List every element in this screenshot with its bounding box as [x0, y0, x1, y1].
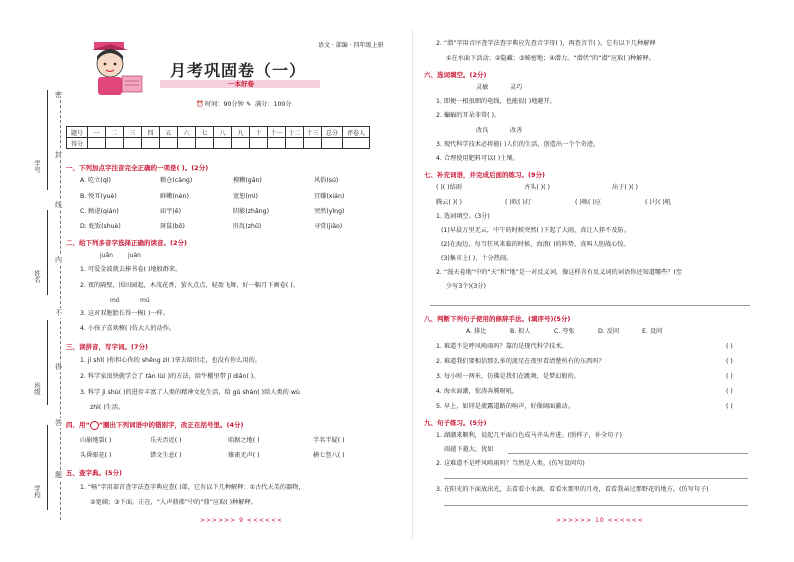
word-choice: 改善	[510, 127, 523, 134]
option-a-2: 粮仓(cāng)	[160, 177, 193, 184]
pinyin-option: mó	[110, 297, 120, 304]
score-cell: 一	[88, 127, 106, 138]
option-b-2: 鲜嫩(nèn)	[160, 193, 189, 200]
s5-line-2: ②宽阔；③下面，正在，“人声鼎沸”中的“鼎”应取( )种解释。	[90, 499, 257, 506]
grade-label: 语文 · 部编 · 四年级上册	[318, 42, 384, 49]
option-a-4: 风俗(sú)	[314, 177, 339, 184]
score-cell: 十一	[268, 127, 286, 138]
score-cell: 得分	[67, 138, 88, 149]
word-choice: 灵敏	[476, 84, 489, 91]
word-choice: 灵巧	[510, 84, 523, 91]
s7-q1: 1. 选词填空。(3分)	[436, 213, 490, 220]
section-9-heading: 九、句子练习。(5分)	[424, 419, 487, 427]
binding-word: 内	[55, 256, 62, 264]
s8-item: 4. 海水面潮，惊涛奔腾呀吼。	[436, 388, 519, 395]
s9-q3: 3. 在阳光的下面放出光，去看看小水滴，看看水那里的月亮，看看我亲过那野花的地方。(仿写句子)	[436, 486, 709, 493]
option-a-1: A. 吃立(qì)	[80, 177, 111, 184]
score-entry[interactable]	[88, 138, 106, 149]
option-c-2: 庙宇(ē)	[160, 208, 182, 215]
section-3-heading: 三、读拼音，写字词。(7分)	[66, 343, 148, 351]
s4-heading-part: 四、用“	[66, 421, 90, 429]
s4-heading-part: ”圈出下列词语中的错别字，改正在括号里。(4分)	[98, 421, 244, 429]
s8-item: 5. 早上，如同是流露道路的响声，好像阔面激动。	[436, 403, 574, 410]
section-5-heading: 五、查字典。(5分)	[66, 469, 122, 477]
pinyin-option: juǎn	[100, 252, 113, 259]
binding-word: 密	[55, 91, 62, 99]
score-entry[interactable]	[304, 138, 322, 149]
option-b-3: 宽恕(mì)	[233, 193, 258, 200]
option-d-4: 寻赏(jiǎo)	[314, 223, 343, 230]
school-field[interactable]	[47, 425, 48, 510]
option-a-3: 模糊(gān)	[233, 177, 262, 184]
binding-word: 得	[55, 363, 62, 371]
s3-line-3: 3. 科学 jì shù( )的进步丰富了人类的精神文化生活，给 gǔ shàn( )给人类的 wù	[80, 389, 300, 396]
score-entry[interactable]	[124, 138, 142, 149]
s8-answer[interactable]: ( )	[726, 343, 733, 350]
score-cell: 八	[214, 127, 232, 138]
score-cell: 九	[232, 127, 250, 138]
score-cell: 十二	[286, 127, 304, 138]
s4-item: 山崩地裂( )	[80, 437, 112, 444]
s6-line-2: 2. 蝙蝠的耳朵非常( )。	[436, 112, 501, 119]
score-cell: 五	[160, 127, 178, 138]
score-cell: 四	[142, 127, 160, 138]
s7-idiom: ( )号( )吼	[645, 199, 671, 206]
option-b-4: 宜嫌(xián)	[314, 193, 345, 200]
option-c-3: 阴影(zhǎng)	[233, 208, 270, 215]
s4-item: 雅雀无声( )	[228, 452, 260, 459]
name-label: 姓名	[33, 270, 41, 283]
s4-item: 咱据之地( )	[228, 437, 260, 444]
clock-icon: ⏰	[196, 101, 204, 108]
circle-mark-icon	[90, 421, 99, 430]
page-divider	[412, 30, 413, 540]
score-entry[interactable]	[160, 138, 178, 149]
s4-item: 错文生息( )	[150, 452, 182, 459]
score-entry[interactable]	[196, 138, 214, 149]
s2-line-3: 3. 这对双胞胎长得一模( )一样。	[80, 310, 169, 317]
section-4-heading	[66, 420, 244, 430]
student-id-label: 学号	[33, 160, 41, 173]
s4-item: 乐天否近( )	[150, 437, 182, 444]
score-cell: 评卷人	[343, 127, 370, 138]
rhetoric-option: A. 排比	[466, 328, 487, 335]
option-c-4: 突然(yǐng)	[314, 208, 345, 215]
section-1-heading: 一、下列加点字注音完全正确的一项是( )。(2分)	[66, 164, 209, 172]
option-d-1: D. 蛇饭(shuè)	[80, 223, 121, 230]
binding-word: 线	[55, 201, 62, 209]
time-limit: 时间：90分钟	[205, 101, 244, 108]
s8-answer[interactable]: ( )	[726, 373, 733, 380]
answer-line[interactable]	[444, 478, 748, 479]
s6-line-4: 4. 合理使用肥料可以( )土壤。	[436, 155, 519, 162]
answer-line[interactable]	[444, 505, 748, 506]
s7-q2a: 2. “漫天卷地”中的“天”和“地”是一对反义词，像这样含有反义词的词语你还知道哪些？(至	[436, 269, 683, 276]
s3-line-2: 2. 科学家很快就学会了 tàn lù( )的方法，给牛棚里带 jǐ diǎn( )。	[80, 373, 260, 380]
page-number-right: >>>>>> 10 <<<<<<	[556, 517, 644, 524]
s8-item: 1. 难道不是呼风唤雨吗？靠的是现代科学技术。	[436, 343, 568, 350]
page-number-left: >>>>>> 9 <<<<<<	[200, 517, 283, 524]
score-entry[interactable]	[286, 138, 304, 149]
s4-item: 头昏眼花( )	[80, 452, 112, 459]
score-cell: 题号	[67, 127, 88, 138]
top-line-2: ①在水面下活动；②隐藏；③秘密地；④潜力。“潜伏”的“潜”应取( )种解释。	[446, 55, 655, 62]
s9-q1b: 雨越下越大，犹如	[444, 446, 494, 453]
s6-line-3: 3. 现代科学技术必将能( )人们的生活，创造出一个个奇迹。	[436, 141, 600, 148]
rhetoric-option: B. 拟人	[510, 328, 531, 335]
score-cell: 十三	[304, 127, 322, 138]
s7-q1b: (2)在海边，每当狂风来临的时候，海浪( )的阵势，真叫人胆战心惊。	[441, 241, 630, 248]
word-choice: 改良	[476, 127, 489, 134]
cartoon-mascot-icon	[88, 40, 148, 98]
score-cell: 六	[178, 127, 196, 138]
s8-answer[interactable]: ( )	[726, 403, 733, 410]
class-field[interactable]	[47, 320, 48, 405]
s9-q2: 2. 这难道不是呼风唤雨吗？当然是人类。(仿写设问句)	[436, 460, 585, 467]
score-cell: 十	[250, 127, 268, 138]
s3-line-4: zhì( )生活。	[90, 404, 125, 411]
score-cell: 二	[106, 127, 124, 138]
s8-item: 2. 难道我们要相信那么多的流星在夜里看清楚所有的东西吗？	[436, 358, 605, 365]
score-entry[interactable]	[214, 138, 232, 149]
option-b-1: B. 悦耳(yuè)	[80, 193, 117, 200]
subtitle: 一本好卷	[228, 80, 254, 88]
name-field[interactable]	[47, 210, 48, 295]
answer-line[interactable]	[430, 305, 750, 306]
s6-line-1: 1. 即便一根很细的电线，也能很( )地避开。	[436, 98, 556, 105]
s7-idiom: 腾云( )( )	[436, 199, 462, 206]
s2-line-2: 2. 夜的隔壁，围田园起，木茂花香，萤火点点，轻盈飞舞，好一幅月下画卷( )。	[80, 282, 299, 289]
s7-q1c: (3)集市上( )，十分热闹。	[441, 255, 513, 262]
s8-answer[interactable]: ( )	[726, 388, 733, 395]
score-entry[interactable]	[232, 138, 250, 149]
rhetoric-option: D. 反问	[598, 328, 620, 335]
s8-item: 3. 每小时一两米，仿佛是我们在跳舞，是梦幻般的。	[436, 373, 580, 380]
s7-idiom: ( )唤( )应	[575, 199, 601, 206]
rhetoric-option: E. 设问	[642, 328, 663, 335]
score-entry[interactable]	[178, 138, 196, 149]
s9-q1: 1. 湖潮来顺利，说起几平面白色成马齐头并进。(照样子，补全句子)	[436, 432, 622, 439]
section-7-heading: 七、补充词语，并完成后面的练习。(9分)	[424, 171, 545, 179]
rhetoric-option: C. 夸张	[554, 328, 575, 335]
score-entry[interactable]	[268, 138, 286, 149]
binding-word: 答	[55, 419, 62, 427]
s8-answer[interactable]: ( )	[726, 358, 733, 365]
score-cell: 七	[196, 127, 214, 138]
score-entry[interactable]	[343, 138, 370, 149]
section-8-heading: 八、判断下列句子使用的修辞手法。(填序号)(5分)	[424, 315, 571, 323]
s7-idiom: 出于( )( )	[612, 184, 638, 191]
school-label: 学校	[33, 485, 41, 498]
option-d-2: 斑鼠(bō)	[160, 223, 185, 230]
page-title: 月考巩固卷（一）	[170, 61, 307, 80]
student-id-field[interactable]	[47, 90, 48, 190]
s7-q1a: (1)早晨万里无云，中午的时候突然( )下起了大雨，真让人猝不及防。	[441, 227, 630, 234]
s4-item: 横七竖八( )	[313, 452, 345, 459]
full-score: 满分：100分	[255, 101, 292, 108]
s5-line-1: 1. “畅”字用部首查字法查字典应查( )部，它有以下几种解释：①古代天美的器物，	[80, 484, 305, 491]
top-line-1: 2. “潜”字用音序查字法查字典应先查音字母( )，再查音节( )。它有以下几种解释	[436, 40, 656, 47]
s7-q2b: 少写3个)(3分)	[446, 283, 486, 290]
s3-line-1: 1. jí shǐ( )你担心你的 shēng zì( )拿去给旧走，也没有你么用的。	[80, 357, 261, 364]
section-2-heading: 二、给下列多音字选择正确的读音。(2分)	[66, 239, 187, 247]
score-table	[66, 126, 370, 149]
option-c-1: C. 顾虑(qián)	[80, 208, 119, 215]
score-cell: 总分	[322, 127, 343, 138]
pencil-icon: ✎	[246, 101, 252, 108]
score-entry[interactable]	[106, 138, 124, 149]
s7-idiom: ( )吹( )打	[505, 199, 531, 206]
section-6-heading: 六、选词填空。(2分)	[424, 71, 487, 79]
score-entry[interactable]	[142, 138, 160, 149]
score-entry[interactable]	[250, 138, 268, 149]
s4-item: 半名半疑( )	[313, 437, 345, 444]
binding-word: 不	[55, 309, 62, 317]
s2-line-4: 4. 小孩子喜欢模( )仿大人的动作。	[80, 325, 176, 332]
binding-word: 封	[55, 151, 62, 159]
pinyin-option: mú	[140, 297, 150, 304]
pinyin-option: juàn	[128, 252, 141, 259]
binding-word: 题	[55, 471, 62, 479]
score-cell: 三	[124, 127, 142, 138]
option-d-3: 肝乱(zhǔ)	[233, 223, 262, 230]
class-label: 班级	[33, 382, 41, 395]
s7-idiom: 齐头( )( )	[524, 184, 550, 191]
s2-line-1: 1. 可爱金波就去捧书卷( )地般群来。	[80, 266, 182, 273]
s7-idiom: ( )( )结雨	[436, 184, 462, 191]
answer-line[interactable]	[508, 453, 748, 454]
score-entry[interactable]	[322, 138, 343, 149]
